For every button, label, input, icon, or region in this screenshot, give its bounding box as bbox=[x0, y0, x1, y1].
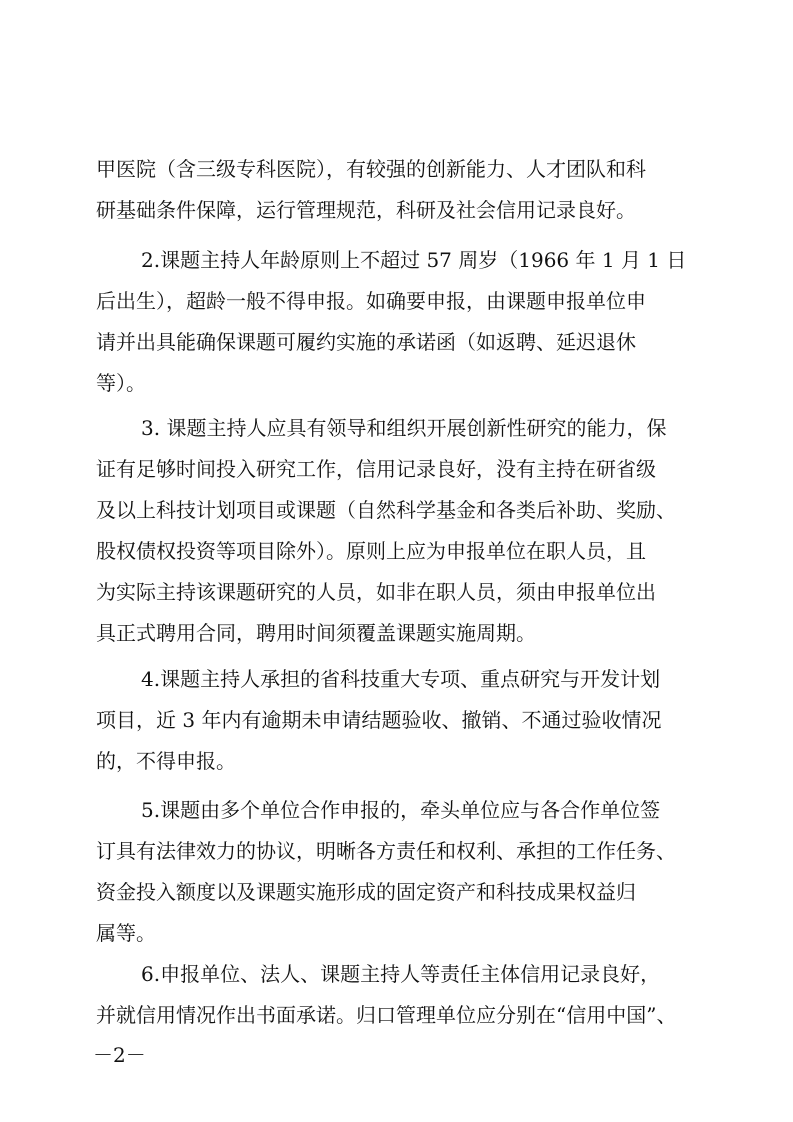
paragraph-5-line-1: 并就信用情况作出书面承诺。归口管理单位应分别在“信用中国”、 bbox=[96, 1003, 677, 1027]
paragraph-2-line-0: 3. 课题主持人应具有领导和组织开展创新性研究的能力，保 bbox=[141, 416, 667, 440]
paragraph-3-line-0: 4.课题主持人承担的省科技重大专项、重点研究与开发计划 bbox=[141, 667, 661, 691]
paragraph-2-line-3: 股权债权投资等项目除外）。原则上应为申报单位在职人员，且 bbox=[96, 539, 646, 563]
paragraph-2-line-4: 为实际主持该课题研究的人员，如非在职人员，须由申报单位出 bbox=[96, 580, 656, 604]
paragraph-1-line-3: 等）。 bbox=[96, 371, 146, 395]
paragraph-5-line-0: 6.申报单位、法人、课题主持人等责任主体信用记录良好， bbox=[141, 962, 661, 986]
paragraph-3-line-1: 项目，近 3 年内有逾期未申请结题验收、撤销、不通过验收情况 bbox=[96, 708, 662, 732]
paragraph-4-line-2: 资金投入额度以及课题实施形成的固定资产和科技成果权益归 bbox=[96, 880, 636, 904]
paragraph-2-line-5: 具正式聘用合同，聘用时间须覆盖课题实施周期。 bbox=[96, 621, 536, 645]
paragraph-3-line-2: 的，不得申报。 bbox=[96, 749, 236, 773]
paragraph-4-line-1: 订具有法律效力的协议，明晰各方责任和权利、承担的工作任务、 bbox=[96, 839, 676, 863]
paragraph-0-line-0: 甲医院（含三级专科医院），有较强的创新能力、人才团队和科 bbox=[96, 157, 646, 181]
paragraph-0-line-1: 研基础条件保障，运行管理规范，科研及社会信用记录良好。 bbox=[96, 198, 636, 222]
paragraph-4-line-3: 属等。 bbox=[96, 921, 156, 945]
paragraph-1-line-0: 2.课题主持人年龄原则上不超过 57 周岁（1966 年 1 月 1 日 bbox=[141, 248, 687, 272]
paragraph-1-line-1: 后出生），超龄一般不得申报。如确要申报，由课题申报单位申 bbox=[96, 289, 646, 313]
paragraph-2-line-2: 及以上科技计划项目或课题（自然科学基金和各类后补助、奖励、 bbox=[96, 498, 676, 522]
page-number: －2－ bbox=[93, 1043, 146, 1067]
paragraph-2-line-1: 证有足够时间投入研究工作，信用记录良好，没有主持在研省级 bbox=[96, 457, 656, 481]
paragraph-1-line-2: 请并出具能确保课题可履约实施的承诺函（如返聘、延迟退休 bbox=[96, 330, 636, 354]
paragraph-4-line-0: 5.课题由多个单位合作申报的，牵头单位应与各合作单位签 bbox=[141, 798, 661, 822]
